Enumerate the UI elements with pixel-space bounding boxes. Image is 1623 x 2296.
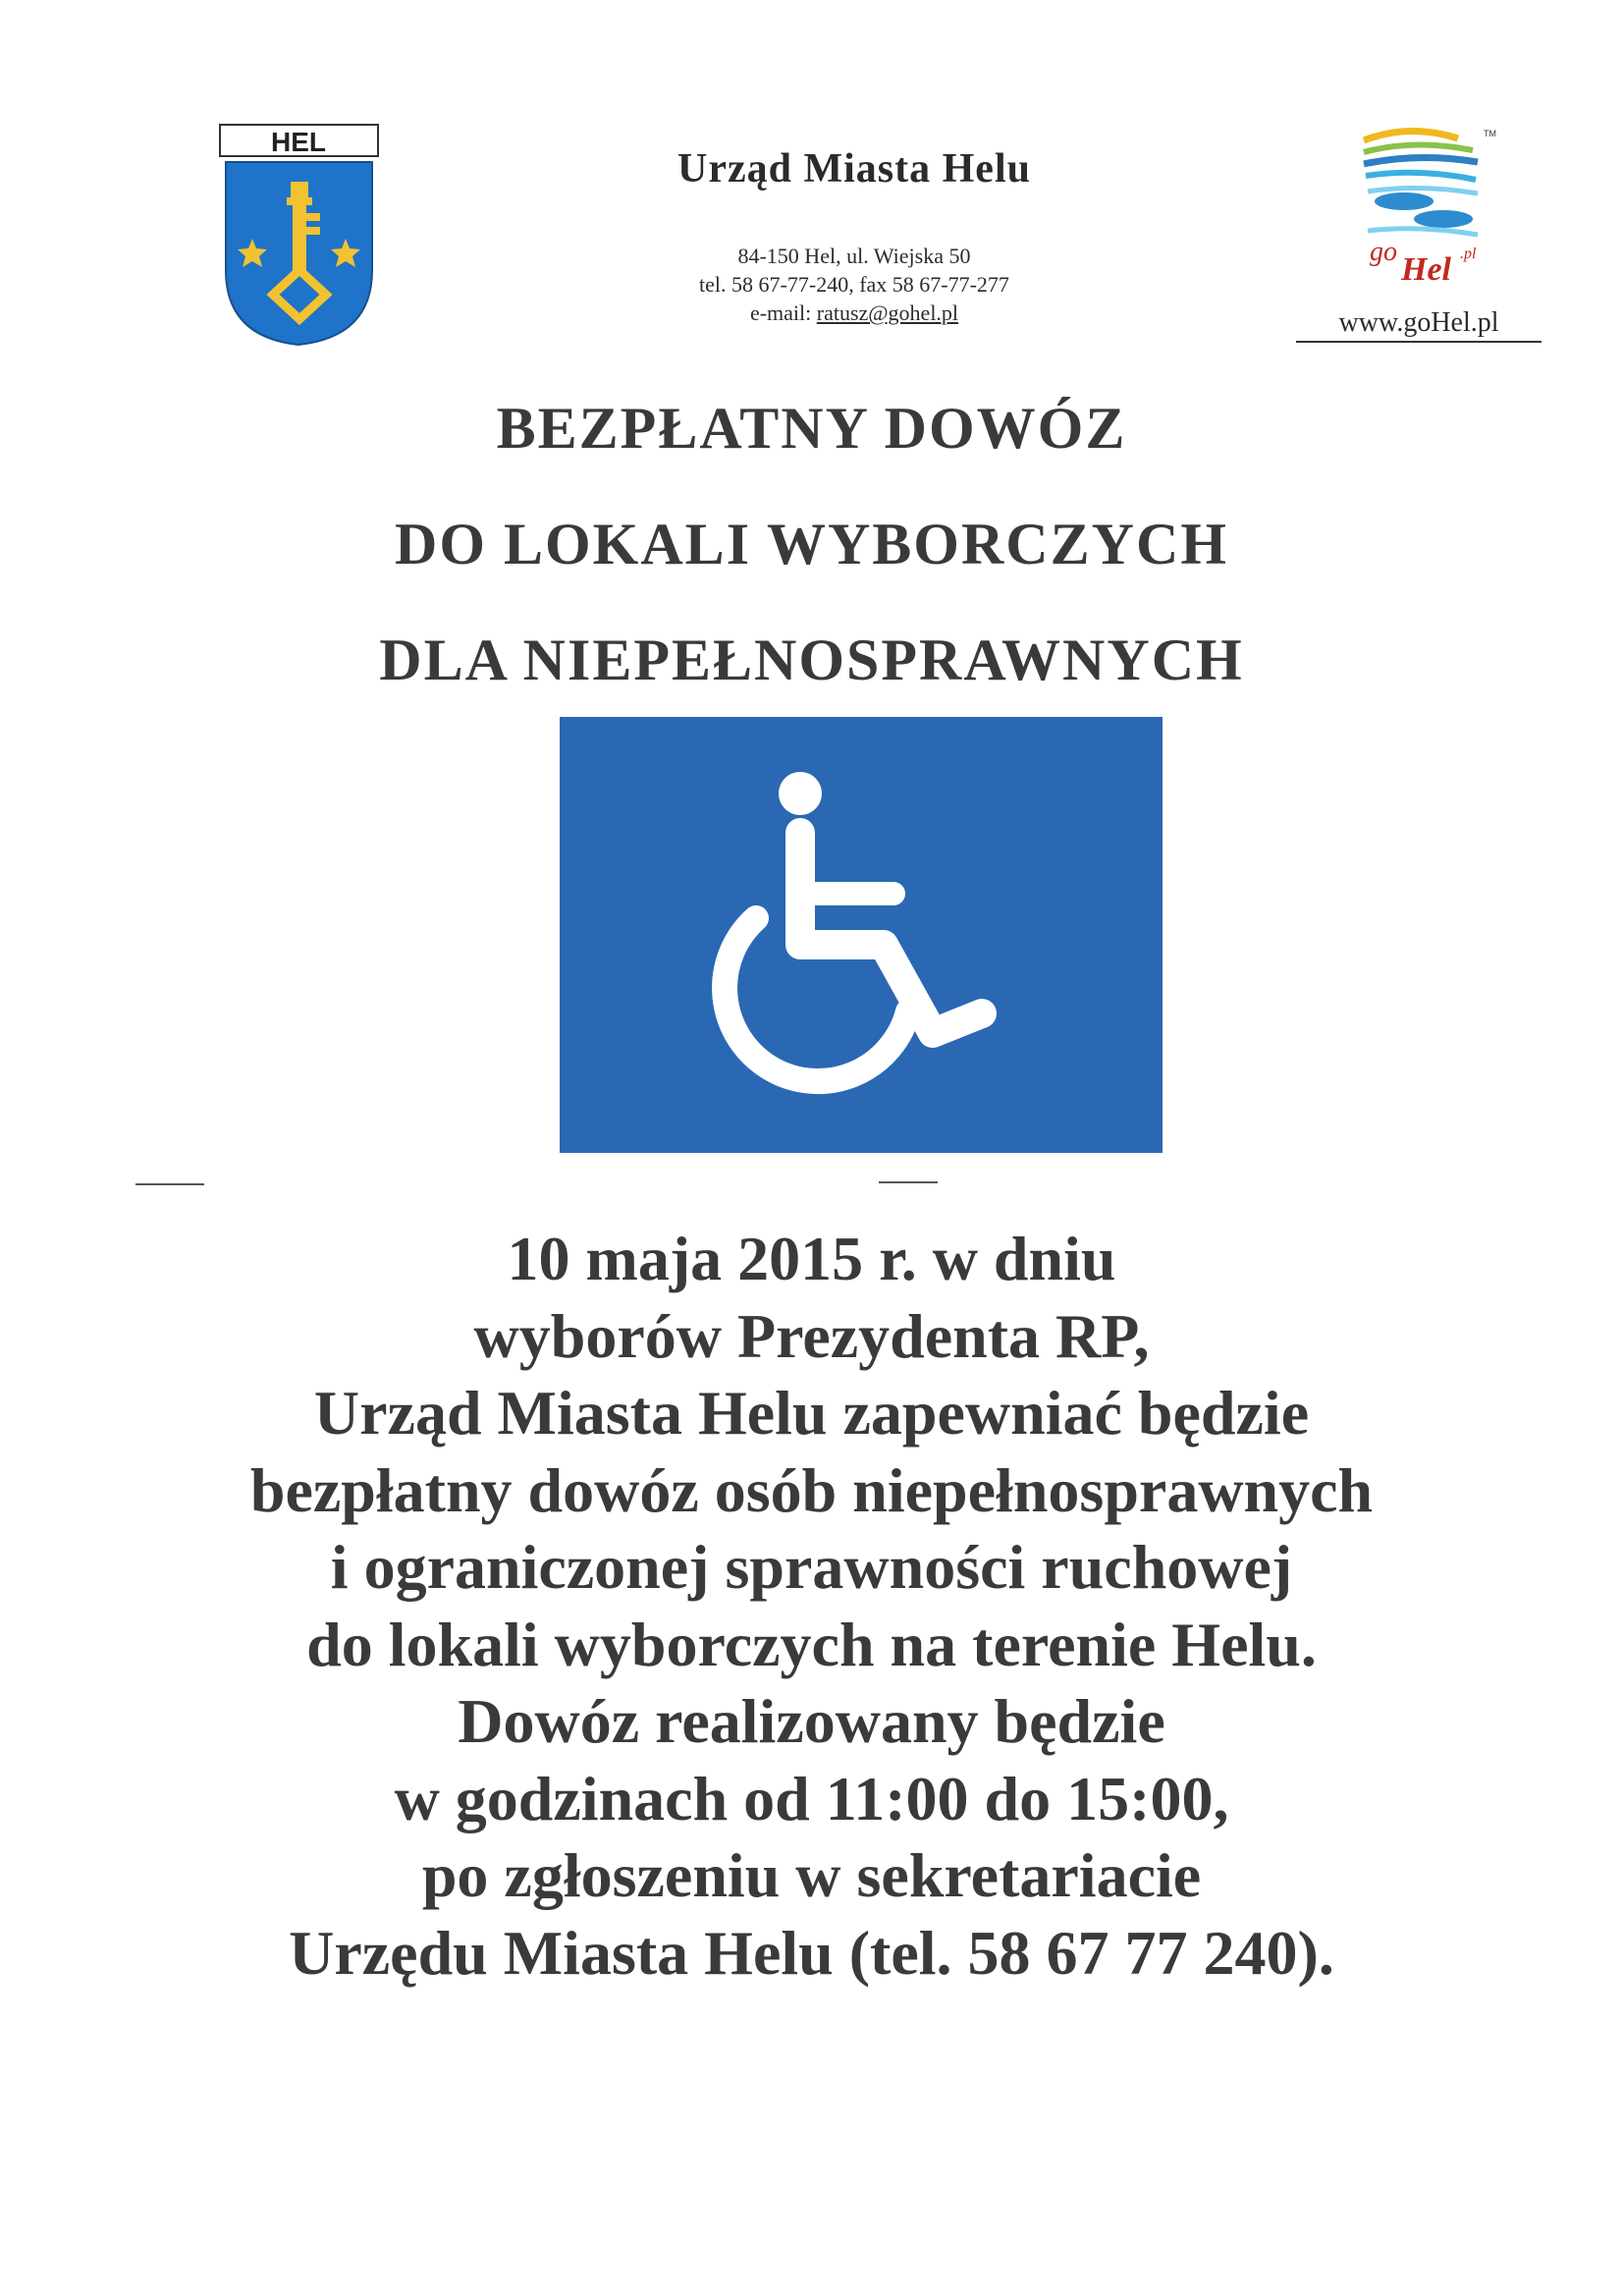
crest-label: HEL	[271, 127, 326, 157]
body-line: w godzinach od 11:00 do 15:00,	[394, 1763, 1229, 1833]
headline-line-3: DLA NIEPEŁNOSPRAWNYCH	[379, 628, 1244, 692]
headline-line-2: DO LOKALI WYBORCZYCH	[394, 512, 1228, 576]
body-line: bezpłatny dowóz osób niepełnosprawnych	[249, 1454, 1374, 1525]
body-line: Urząd Miasta Helu zapewniać będzie	[313, 1378, 1310, 1448]
website-link[interactable]: www.goHel.pl	[1296, 307, 1542, 343]
body-line: po zgłoszeniu w sekretariacie	[421, 1840, 1202, 1910]
body-line: do lokali wyborczych na terenie Helu.	[306, 1609, 1317, 1679]
logo-text-go: go	[1370, 237, 1397, 267]
organization-name: Urząd Miasta Helu	[677, 146, 1031, 191]
coat-of-arms-icon	[218, 123, 380, 349]
headline	[0, 385, 1623, 733]
phone-fax-line: tel. 58 67-77-240, fax 58 67-77-277	[699, 272, 1009, 297]
logo-tm: TM	[1484, 129, 1496, 138]
scan-mark-center	[879, 1181, 938, 1183]
body-line: i ograniczonej sprawności ruchowej	[330, 1532, 1293, 1602]
logo-text-hel: Hel	[1401, 251, 1451, 288]
body-line: wyborów Prezydenta RP,	[473, 1300, 1150, 1371]
body-line: Dowóz realizowany będzie	[458, 1686, 1165, 1756]
wheelchair-icon	[560, 717, 1163, 1153]
gohel-logo	[1360, 123, 1497, 295]
accessibility-sign	[560, 717, 1163, 1153]
email-line	[550, 299, 1159, 327]
scan-mark-left	[135, 1183, 204, 1185]
headline-line-1: BEZPŁATNY DOWÓZ	[496, 396, 1127, 461]
body-line: Urzędu Miasta Helu (tel. 58 67 77 240).	[289, 1917, 1334, 1988]
email-link[interactable]: ratusz@gohel.pl	[816, 301, 959, 325]
organization-header	[550, 145, 1159, 327]
email-prefix: e-mail:	[749, 301, 817, 325]
body-line: 10 maja 2015 r. w dniu	[507, 1224, 1116, 1293]
address-line: 84-150 Hel, ul. Wiejska 50	[737, 244, 971, 268]
logo-text-pl: .pl	[1460, 246, 1477, 262]
announcement-body	[0, 1221, 1623, 1992]
